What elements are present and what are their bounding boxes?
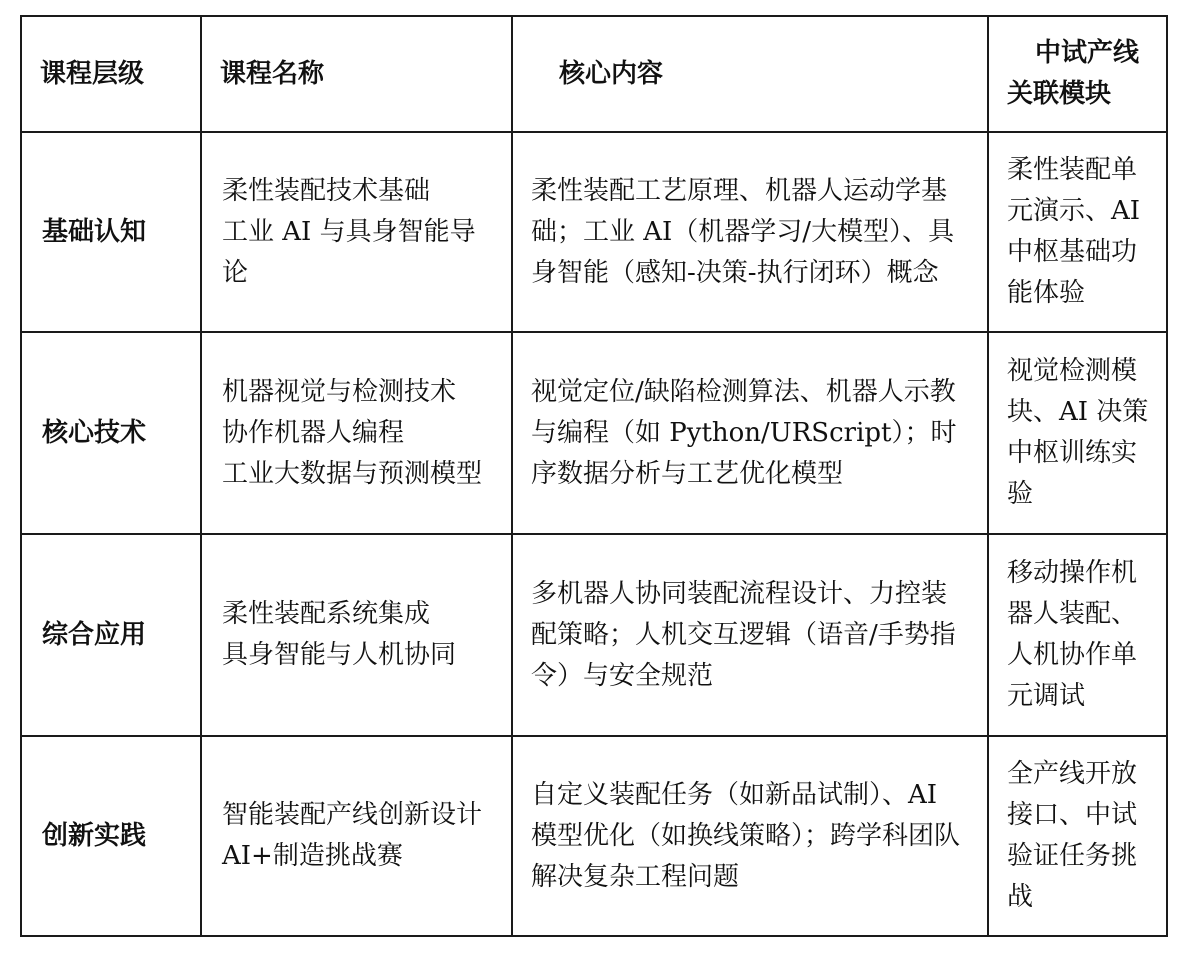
header-course-level: 课程层级: [21, 16, 201, 132]
course-name: 柔性装配系统集成: [222, 599, 431, 629]
header-course-name: 课程名称: [201, 16, 512, 132]
table-row: [21, 736, 1167, 936]
related-module-cell: 视觉检测模块、AI 决策中枢训练实验: [988, 332, 1167, 534]
course-name: 智能装配产线创新设计: [222, 800, 483, 830]
course-name: 柔性装配技术基础: [222, 175, 431, 206]
course-name-cell: [201, 132, 512, 332]
core-content-cell: 自定义装配任务（如新品试制）、AI 模型优化（如换线策略）；跨学科团队解决复杂工程问题: [512, 736, 988, 936]
course-name: 工业 AI 与具身智能导论: [222, 216, 476, 288]
header-related-module-line1: 中试产线: [1035, 38, 1140, 68]
course-name: 机器视觉与检测技术: [222, 376, 457, 407]
course-level-cell: 核心技术: [21, 332, 201, 534]
header-core-content: 核心内容: [512, 16, 988, 132]
curriculum-table: [20, 15, 1168, 937]
course-name-cell: [201, 534, 512, 736]
course-name: AI+制造挑战赛: [222, 841, 403, 871]
course-name: 协作机器人编程: [222, 417, 405, 448]
table-header-row: [21, 16, 1167, 132]
header-related-module: [988, 16, 1167, 132]
course-name-cell: [201, 736, 512, 936]
related-module-cell: 全产线开放接口、中试验证任务挑战: [988, 736, 1167, 936]
core-content-cell: 多机器人协同装配流程设计、力控装配策略；人机交互逻辑（语音/手势指令）与安全规范: [512, 534, 988, 736]
table-row: [21, 332, 1167, 534]
table-row: [21, 132, 1167, 332]
course-level-cell: 创新实践: [21, 736, 201, 936]
related-module-cell: 移动操作机器人装配、人机协作单元调试: [988, 534, 1167, 736]
core-content-cell: 视觉定位/缺陷检测算法、机器人示教与编程（如 Python/URScript）；时序数据分析与工艺优化模型: [512, 332, 988, 534]
course-name-cell: [201, 332, 512, 534]
table-row: [21, 534, 1167, 736]
related-module-cell: 柔性装配单元演示、AI 中枢基础功能体验: [988, 132, 1167, 332]
header-related-module-line2: 关联模块: [1007, 79, 1112, 109]
course-level-cell: 综合应用: [21, 534, 201, 736]
core-content-cell: 柔性装配工艺原理、机器人运动学基础；工业 AI（机器学习/大模型）、具身智能（感知-决策-执行闭环）概念: [512, 132, 988, 332]
course-level-cell: 基础认知: [21, 132, 201, 332]
course-name: 工业大数据与预测模型: [222, 458, 483, 489]
course-name: 具身智能与人机协同: [222, 640, 457, 670]
